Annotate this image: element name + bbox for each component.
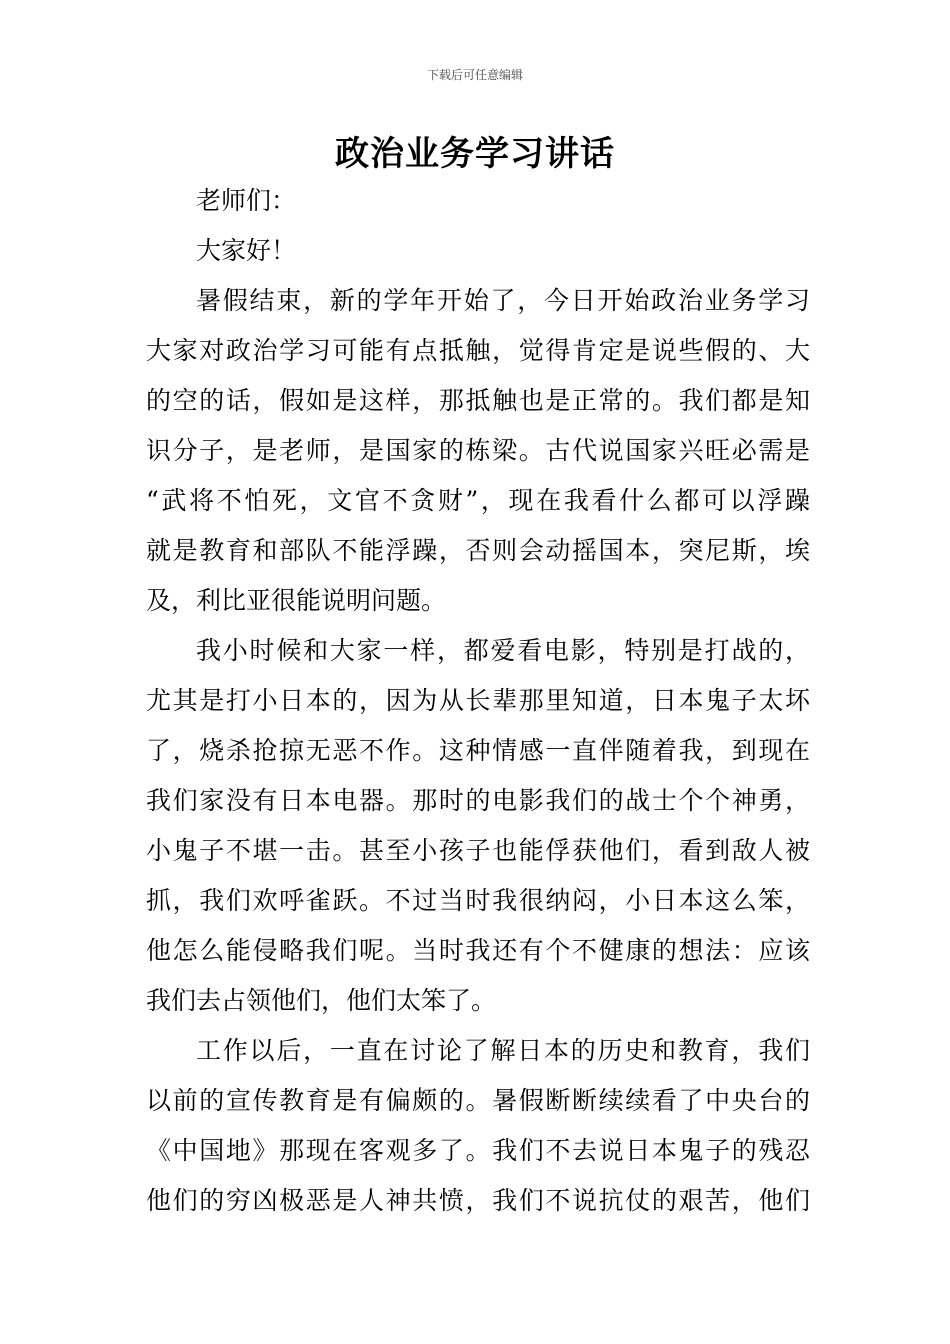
paragraph-line: 他怎么能侵略我们呢。当时我还有个不健康的想法：应该	[146, 936, 810, 965]
paragraph-line: 识分子，是老师，是国家的栋梁。古代说国家兴旺必需是	[146, 436, 810, 465]
paragraph-line: 就是教育和部队不能浮躁，否则会动摇国本，突尼斯，埃	[146, 536, 810, 565]
paragraph-3	[146, 1026, 810, 1226]
paragraph-line: 工作以后，一直在讨论了解日本的历史和教育，我们	[196, 1036, 810, 1065]
paragraph-line: 及，利比亚很能说明问题。	[146, 586, 447, 615]
paragraph-line: 大家对政治学习可能有点抵触，觉得肯定是说些假的、大	[146, 336, 810, 365]
paragraph-line: 《中国地》那现在客观多了。我们不去说日本鬼子的残忍	[146, 1136, 810, 1165]
document-body	[146, 176, 810, 1226]
header-note: 下载后可任意编辑	[426, 68, 523, 82]
document-title: 政治业务学习讲话	[335, 134, 615, 174]
paragraph-line: 抓，我们欢呼雀跃。不过当时我很纳闷，小日本这么笨，	[146, 886, 810, 915]
paragraph-line: 以前的宣传教育是有偏颇的。暑假断断续续看了中央台的	[146, 1086, 810, 1115]
paragraph-line: 暑假结束，新的学年开始了，今日开始政治业务学习	[196, 286, 810, 315]
paragraph-line: 的空的话，假如是这样，那抵触也是正常的。我们都是知	[146, 386, 810, 415]
salutation: 老师们：	[196, 186, 297, 215]
paragraph-line: 他们的穷凶极恶是人神共愤，我们不说抗仗的艰苦，他们	[146, 1186, 810, 1215]
greeting: 大家好！	[196, 236, 297, 265]
paragraph-line: 尤其是打小日本的，因为从长辈那里知道，日本鬼子太坏	[146, 686, 810, 715]
paragraph-line: 了，烧杀抢掠无恶不作。这种情感一直伴随着我，到现在	[146, 736, 810, 765]
paragraph-line: 我们去占领他们，他们太笨了。	[146, 986, 497, 1015]
paragraph-line: 我们家没有日本电器。那时的电影我们的战士个个神勇，	[146, 786, 810, 815]
paragraph-1	[146, 276, 810, 626]
paragraph-2	[146, 626, 810, 1026]
paragraph-line: “武将不怕死，文官不贪财”，现在我看什么都可以浮躁	[146, 486, 810, 515]
paragraph-line: 我小时候和大家一样，都爱看电影，特别是打战的，	[196, 636, 810, 665]
paragraph-line: 小鬼子不堪一击。甚至小孩子也能俘获他们，看到敌人被	[146, 836, 810, 865]
